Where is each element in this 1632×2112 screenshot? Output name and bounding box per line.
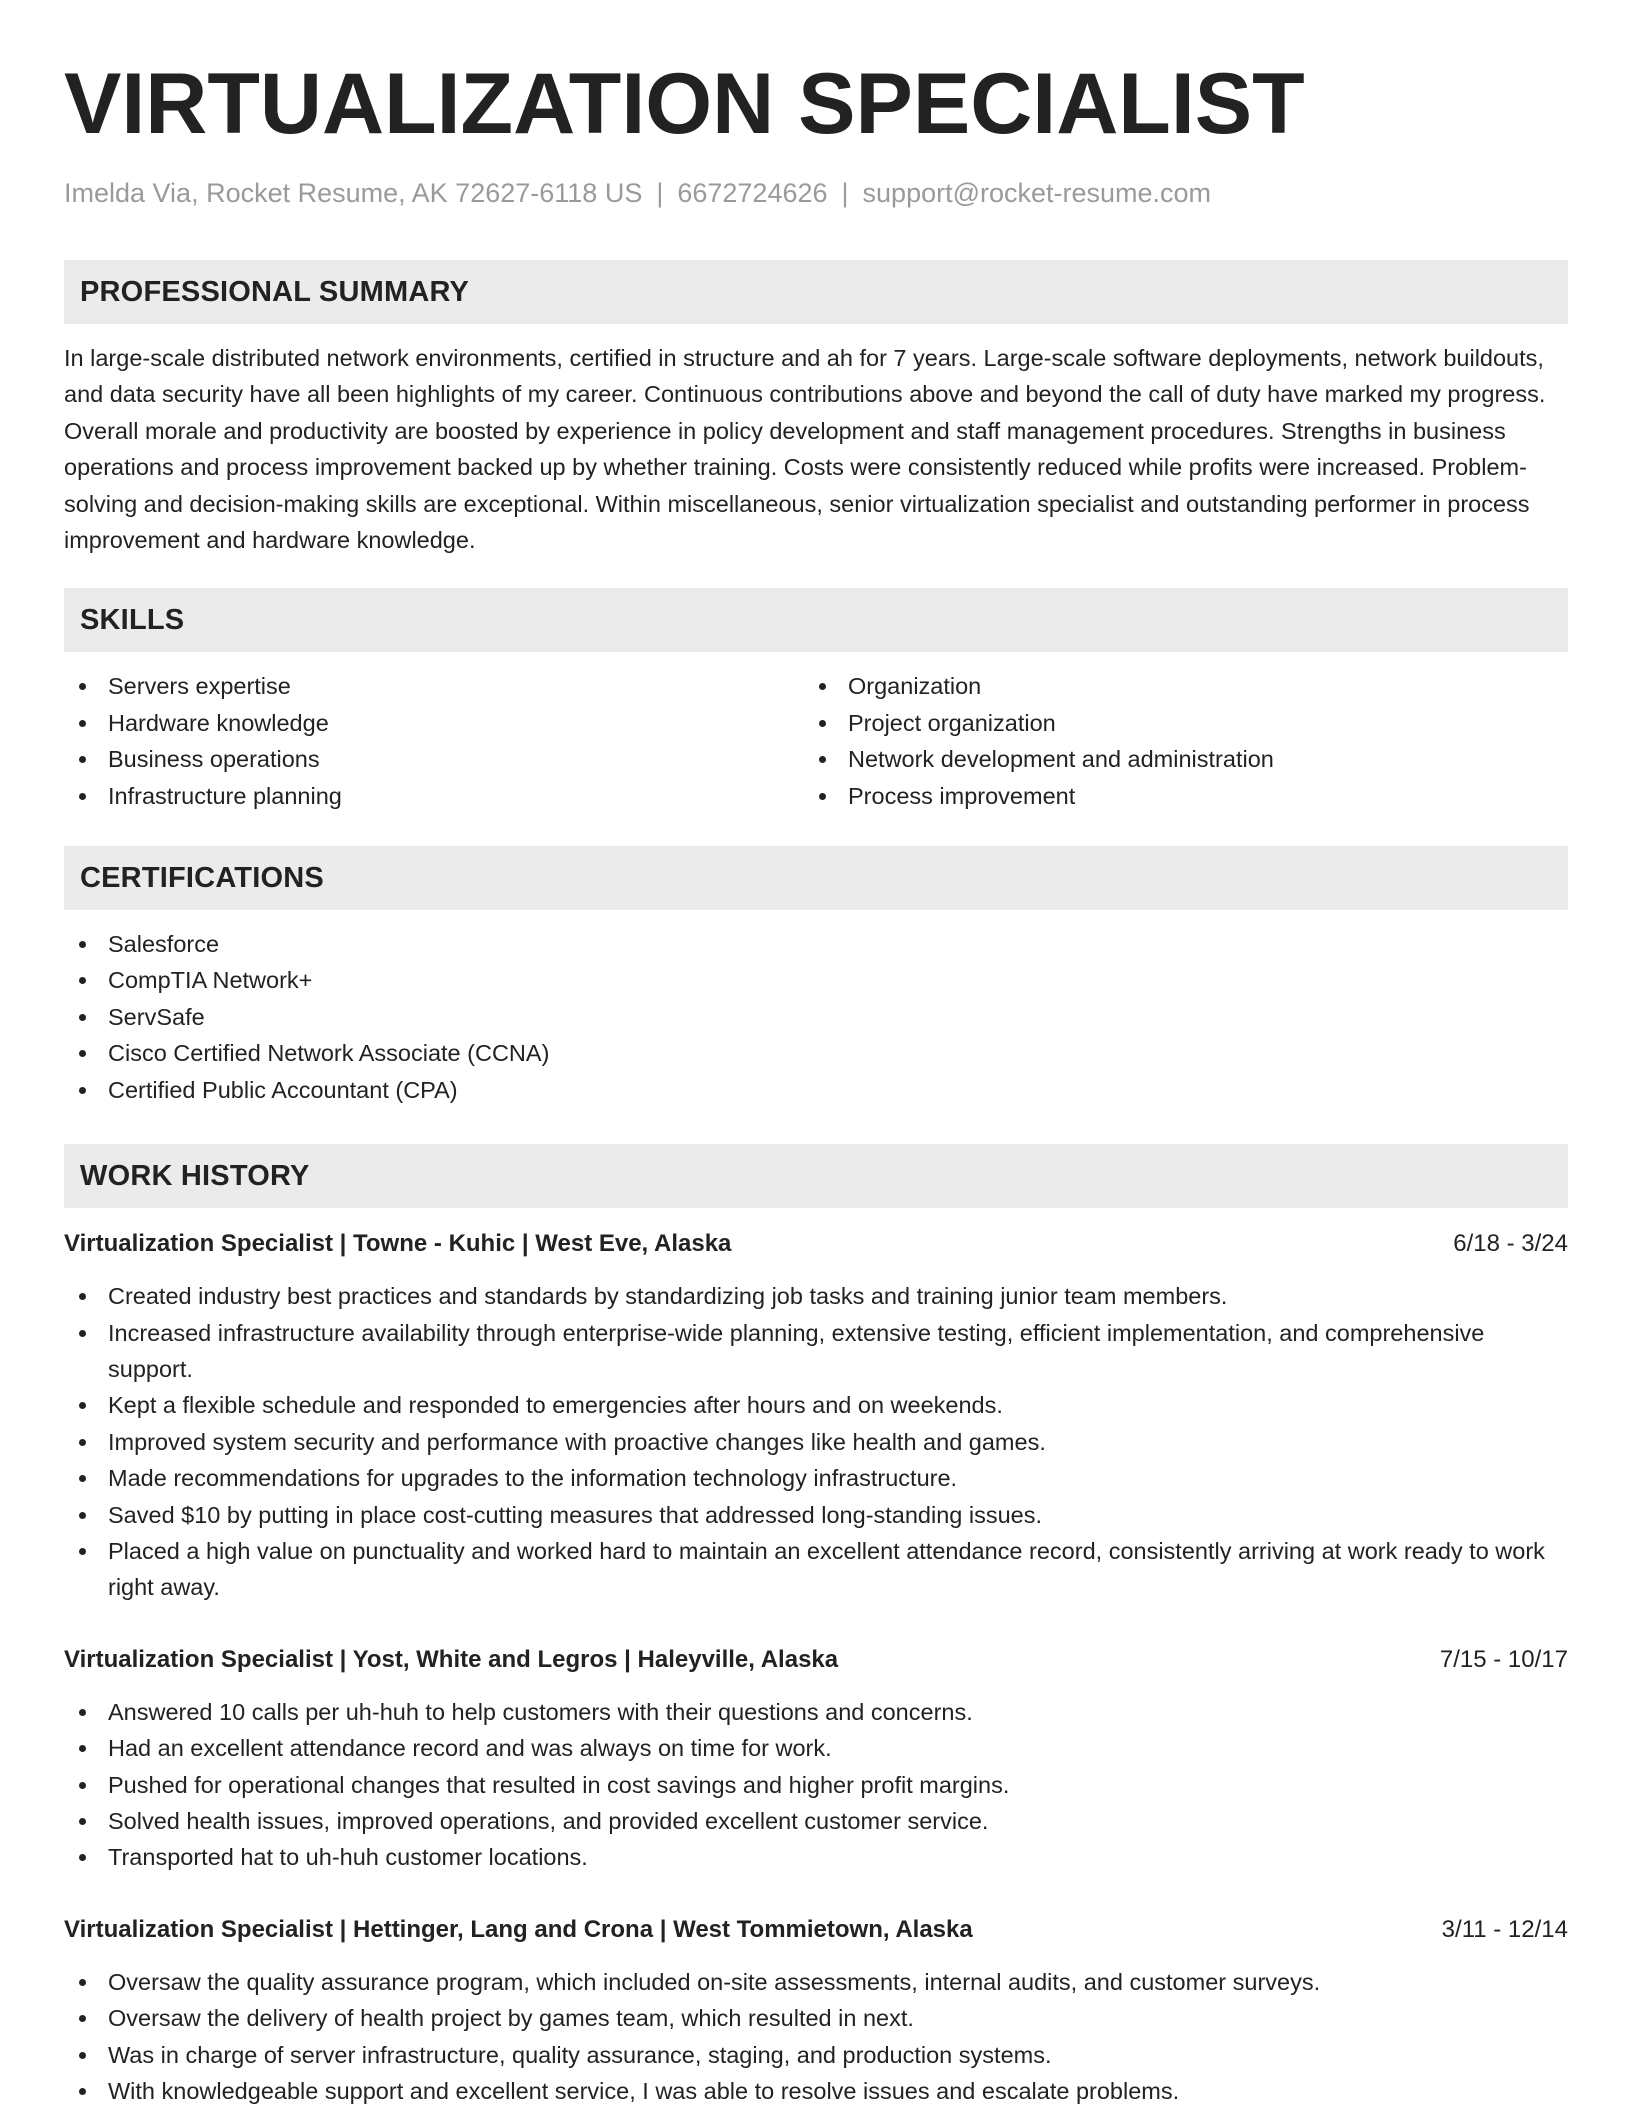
job-header xyxy=(64,1226,1568,1262)
job-bullet: Placed a high value on punctuality and worked hard to maintain an excellent attendance record, consistently arriving at work ready to work right away. xyxy=(64,1533,1568,1606)
job-bullet: Answered 10 calls per uh-huh to help customers with their questions and concerns. xyxy=(64,1694,1568,1730)
contact-phone: 6672724626 xyxy=(677,178,828,208)
job-heading: Virtualization Specialist | Yost, White and Legros | Haleyville, Alaska xyxy=(64,1645,839,1673)
skill-item: Infrastructure planning xyxy=(64,778,804,814)
job-dates: 6/18 - 3/24 xyxy=(1453,1230,1568,1258)
job-bullet: Was in charge of server infrastructure, quality assurance, staging, and production systems. xyxy=(64,2037,1568,2073)
certification-item: CompTIA Network+ xyxy=(64,962,1568,998)
job-bullet: Had an excellent attendance record and was always on time for work. xyxy=(64,1730,1568,1766)
skill-item: Servers expertise xyxy=(64,668,804,704)
job-heading: Virtualization Specialist | Hettinger, Lang and Crona | West Tommietown, Alaska xyxy=(64,1915,973,1943)
resume-name-title: VIRTUALIZATION SPECIALIST xyxy=(64,56,1305,152)
summary-section-title: PROFESSIONAL SUMMARY xyxy=(80,275,470,308)
summary-text: In large-scale distributed network environments, certified in structure and ah for 7 years. Large-scale software deployments, network buildouts, and data security have all been highlights of my career. Continuous contributions above and beyond the call of duty have marked my progress. Overall morale and productivity are boosted by experience in policy development and staff management procedures. Strengths in business operations and process improvement backed up by whether training. Costs were consistently reduced while profits were increased. Problem-solving and decision-making skills are exceptional. Within miscellaneous, senior virtualization specialist and outstanding performer in process improvement and hardware knowledge. xyxy=(64,345,1546,554)
work-history-section-title: WORK HISTORY xyxy=(80,1159,310,1192)
job-header xyxy=(64,1912,1568,1948)
job-bullet: Transported hat to uh-huh customer locations. xyxy=(64,1839,1568,1875)
certification-item: Certified Public Accountant (CPA) xyxy=(64,1072,1568,1108)
job-header xyxy=(64,1642,1568,1678)
job-entry xyxy=(64,1912,1568,2110)
skill-item: Organization xyxy=(804,668,1544,704)
job-bullets xyxy=(64,1278,1568,1606)
job-heading: Virtualization Specialist | Towne - Kuhic | West Eve, Alaska xyxy=(64,1230,732,1258)
job-bullet: Pushed for operational changes that resulted in cost savings and higher profit margins. xyxy=(64,1767,1568,1803)
job-bullet: With knowledgeable support and excellent service, I was able to resolve issues and escalate problems. xyxy=(64,2073,1568,2109)
skill-item: Business operations xyxy=(64,741,804,777)
job-bullet: Oversaw the quality assurance program, which included on-site assessments, internal audits, and customer surveys. xyxy=(64,1964,1568,2000)
job-bullet: Oversaw the delivery of health project by games team, which resulted in next. xyxy=(64,2000,1568,2036)
job-bullet: Improved system security and performance with proactive changes like health and games. xyxy=(64,1424,1568,1460)
skills-list-left xyxy=(64,668,804,814)
skill-item: Hardware knowledge xyxy=(64,705,804,741)
certification-item: Cisco Certified Network Associate (CCNA) xyxy=(64,1035,1568,1071)
skills-grid xyxy=(64,668,1568,814)
contact-address: Imelda Via, Rocket Resume, AK 72627-6118 US xyxy=(64,178,643,208)
contact-separator: | xyxy=(841,178,849,208)
job-dates: 7/15 - 10/17 xyxy=(1439,1645,1568,1673)
job-bullet: Solved health issues, improved operations, and provided excellent customer service. xyxy=(64,1803,1568,1839)
skills-section-title: SKILLS xyxy=(80,603,185,636)
job-bullet: Increased infrastructure availability through enterprise-wide planning, extensive testing, efficient implementation, and comprehensive support. xyxy=(64,1315,1568,1388)
contact-separator: | xyxy=(656,178,664,208)
work-history-section-header xyxy=(64,1144,1568,1208)
job-dates: 3/11 - 12/14 xyxy=(1441,1915,1568,1943)
skill-item: Project organization xyxy=(804,705,1544,741)
job-bullet: Saved $10 by putting in place cost-cutting measures that addressed long-standing issues. xyxy=(64,1497,1568,1533)
job-bullets xyxy=(64,1694,1568,1876)
summary-section-header xyxy=(64,260,1568,324)
certification-item: ServSafe xyxy=(64,999,1568,1035)
certifications-section-title: CERTIFICATIONS xyxy=(80,861,324,894)
skills-section-header xyxy=(64,588,1568,652)
job-entry xyxy=(64,1226,1568,1606)
certifications-section-header xyxy=(64,846,1568,910)
contact-email: support@rocket-resume.com xyxy=(862,178,1212,208)
job-bullet: Kept a flexible schedule and responded to emergencies after hours and on weekends. xyxy=(64,1387,1568,1423)
skills-list-right xyxy=(804,668,1544,814)
skill-item: Network development and administration xyxy=(804,741,1544,777)
certifications-list xyxy=(64,926,1568,1108)
job-bullets xyxy=(64,1964,1568,2110)
job-bullet: Created industry best practices and standards by standardizing job tasks and training junior team members. xyxy=(64,1278,1568,1314)
job-bullet: Made recommendations for upgrades to the information technology infrastructure. xyxy=(64,1460,1568,1496)
contact-line xyxy=(64,176,1568,210)
skill-item: Process improvement xyxy=(804,778,1544,814)
certification-item: Salesforce xyxy=(64,926,1568,962)
job-entry xyxy=(64,1642,1568,1876)
